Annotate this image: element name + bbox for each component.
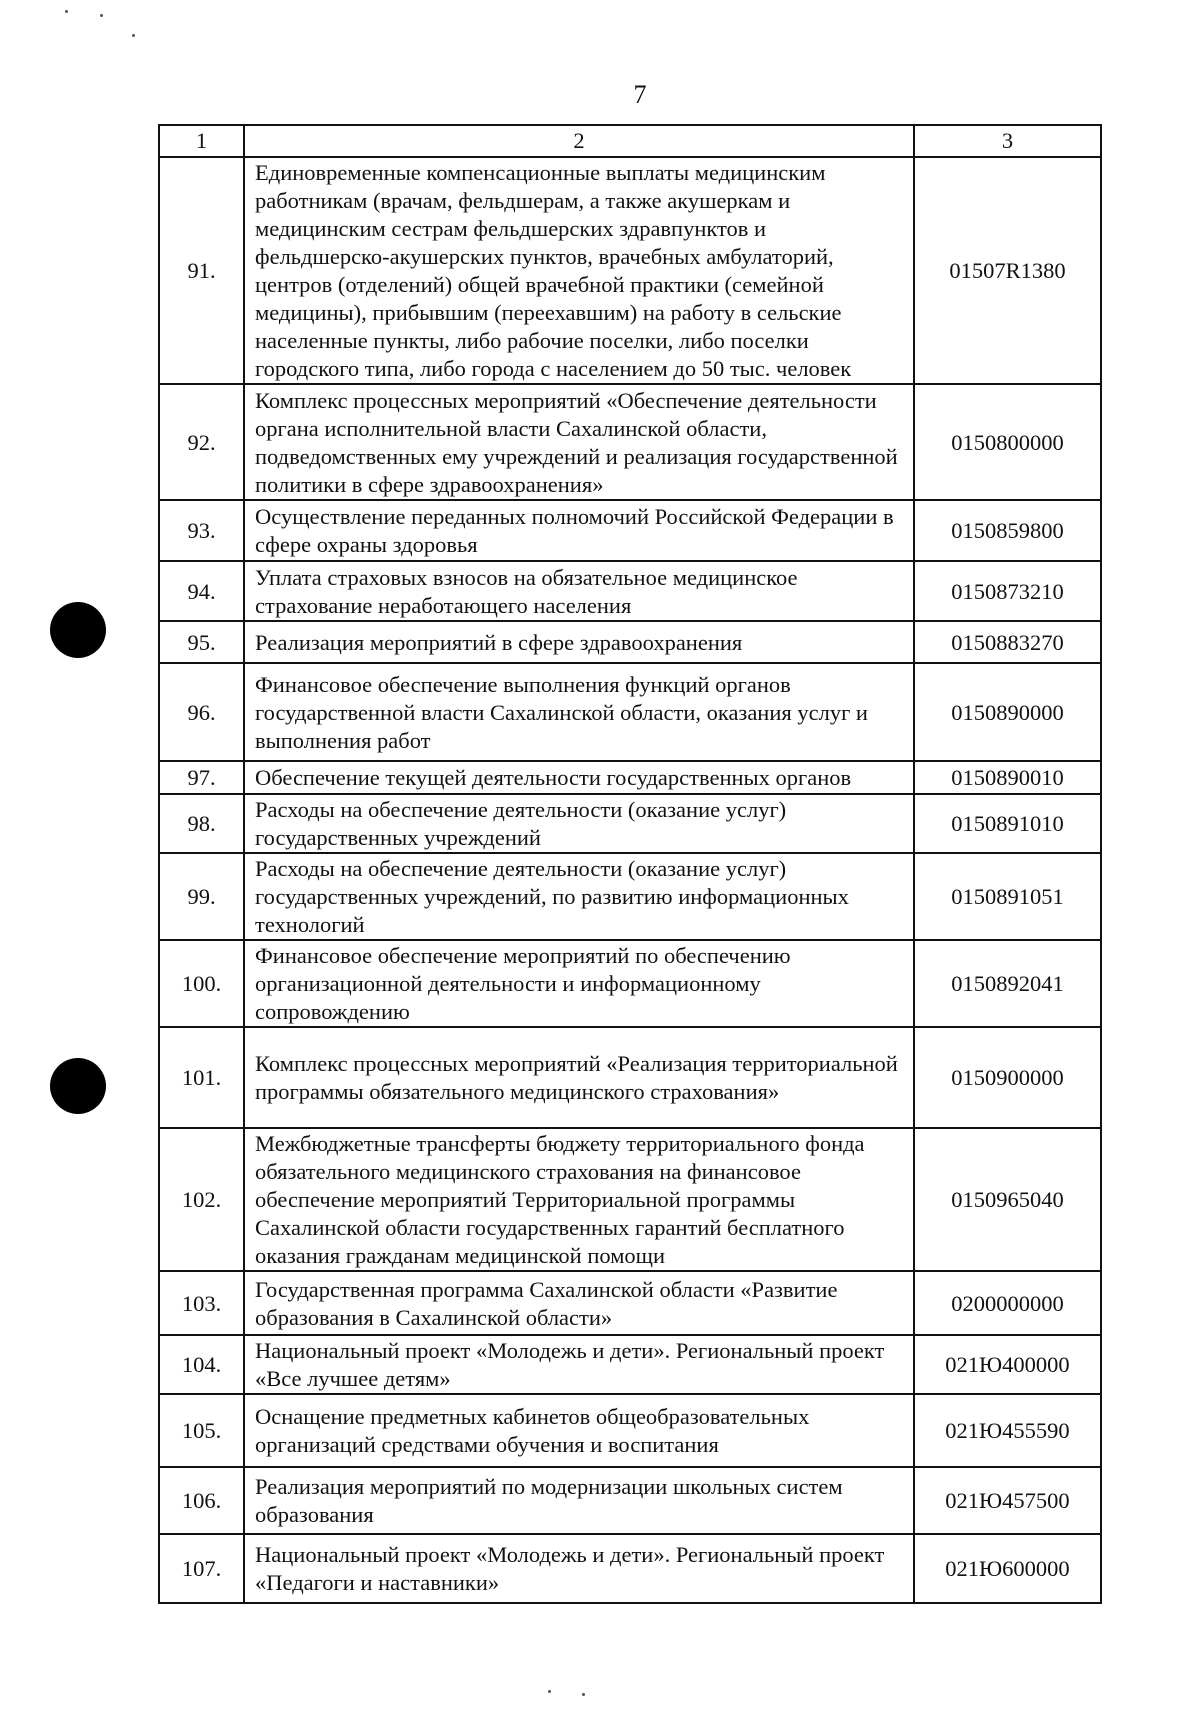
table-row bbox=[159, 940, 1101, 1027]
table-row bbox=[159, 384, 1101, 500]
table-row bbox=[159, 663, 1101, 761]
row-name: Государственная программа Сахалинской области «Развитие образования в Сахалинской области» bbox=[244, 1271, 914, 1335]
row-number: 98. bbox=[159, 794, 244, 853]
row-code: 0200000000 bbox=[914, 1271, 1101, 1335]
row-code: 01507R1380 bbox=[914, 157, 1101, 384]
row-number: 102. bbox=[159, 1128, 244, 1271]
table-row bbox=[159, 853, 1101, 940]
table-row bbox=[159, 157, 1101, 384]
row-number: 107. bbox=[159, 1534, 244, 1603]
row-number: 91. bbox=[159, 157, 244, 384]
column-header: 3 bbox=[914, 125, 1101, 157]
row-code: 0150891010 bbox=[914, 794, 1101, 853]
page-number: 7 bbox=[633, 80, 647, 109]
row-number: 104. bbox=[159, 1335, 244, 1394]
table-row bbox=[159, 794, 1101, 853]
scan-speck bbox=[548, 1690, 551, 1693]
table-row bbox=[159, 1271, 1101, 1335]
row-name: Оснащение предметных кабинетов общеобразовательных организаций средствами обучения и воспитания bbox=[244, 1394, 914, 1467]
scan-speck bbox=[65, 10, 68, 13]
table-header-row bbox=[159, 125, 1101, 157]
row-code: 0150892041 bbox=[914, 940, 1101, 1027]
row-name: Уплата страховых взносов на обязательное медицинское страхование неработающего населения bbox=[244, 561, 914, 621]
table-row bbox=[159, 1128, 1101, 1271]
row-code: 0150890000 bbox=[914, 663, 1101, 761]
column-header: 2 bbox=[244, 125, 914, 157]
row-number: 103. bbox=[159, 1271, 244, 1335]
row-name: Осуществление переданных полномочий Российской Федерации в сфере охраны здоровья bbox=[244, 500, 914, 561]
row-code: 0150900000 bbox=[914, 1027, 1101, 1128]
scan-speck bbox=[582, 1693, 585, 1696]
row-number: 99. bbox=[159, 853, 244, 940]
row-name: Межбюджетные трансферты бюджету территориального фонда обязательного медицинского страхования на финансовое обеспечение мероприятий Территориальной программы Сахалинской области государственных гарантий бесплатного оказания гражданам медицинской помощи bbox=[244, 1128, 914, 1271]
row-number: 94. bbox=[159, 561, 244, 621]
row-code: 0150891051 bbox=[914, 853, 1101, 940]
row-code: 021Ю400000 bbox=[914, 1335, 1101, 1394]
table-row bbox=[159, 1394, 1101, 1467]
table-row bbox=[159, 1534, 1101, 1603]
row-code: 0150873210 bbox=[914, 561, 1101, 621]
table-row bbox=[159, 761, 1101, 794]
row-name: Расходы на обеспечение деятельности (оказание услуг) государственных учреждений, по развитию информационных технологий bbox=[244, 853, 914, 940]
row-name: Национальный проект «Молодежь и дети». Региональный проект «Все лучшее детям» bbox=[244, 1335, 914, 1394]
row-code: 021Ю455590 bbox=[914, 1394, 1101, 1467]
scan-speck bbox=[100, 14, 103, 17]
row-code: 0150883270 bbox=[914, 621, 1101, 663]
row-code: 021Ю457500 bbox=[914, 1467, 1101, 1534]
row-name: Комплекс процессных мероприятий «Обеспечение деятельности органа исполнительной власти Сахалинской области, подведомственных ему учреждений и реализация государственной политики в сфере здравоохранения» bbox=[244, 384, 914, 500]
budget-classification-table bbox=[158, 124, 1102, 1604]
punch-hole-bottom bbox=[50, 1058, 106, 1114]
table-row bbox=[159, 500, 1101, 561]
row-name: Реализация мероприятий по модернизации школьных систем образования bbox=[244, 1467, 914, 1534]
row-name: Единовременные компенсационные выплаты медицинским работникам (врачам, фельдшерам, а также акушеркам и медицинским сестрам фельдшерских здравпунктов и фельдшерско-акушерских пунктов, врачебных амбулаторий, центров (отделений) общей врачебной практики (семейной медицины), прибывшим (переехавшим) на работу в сельские населенные пункты, либо рабочие поселки, либо поселки городского типа, либо города с населением до 50 тыс. человек bbox=[244, 157, 914, 384]
row-number: 93. bbox=[159, 500, 244, 561]
table-row bbox=[159, 561, 1101, 621]
row-number: 95. bbox=[159, 621, 244, 663]
row-name: Финансовое обеспечение выполнения функций органов государственной власти Сахалинской области, оказания услуг и выполнения работ bbox=[244, 663, 914, 761]
row-code: 021Ю600000 bbox=[914, 1534, 1101, 1603]
row-code: 0150859800 bbox=[914, 500, 1101, 561]
scan-speck bbox=[132, 34, 135, 37]
row-name: Обеспечение текущей деятельности государственных органов bbox=[244, 761, 914, 794]
row-code: 0150890010 bbox=[914, 761, 1101, 794]
row-name: Реализация мероприятий в сфере здравоохранения bbox=[244, 621, 914, 663]
column-header: 1 bbox=[159, 125, 244, 157]
row-number: 106. bbox=[159, 1467, 244, 1534]
row-number: 105. bbox=[159, 1394, 244, 1467]
row-number: 97. bbox=[159, 761, 244, 794]
table-row bbox=[159, 1335, 1101, 1394]
punch-hole-top bbox=[50, 602, 106, 658]
table-row bbox=[159, 621, 1101, 663]
row-number: 101. bbox=[159, 1027, 244, 1128]
row-name: Финансовое обеспечение мероприятий по обеспечению организационной деятельности и информационному сопровождению bbox=[244, 940, 914, 1027]
row-code: 0150965040 bbox=[914, 1128, 1101, 1271]
row-name: Комплекс процессных мероприятий «Реализация территориальной программы обязательного медицинского страхования» bbox=[244, 1027, 914, 1128]
row-number: 96. bbox=[159, 663, 244, 761]
row-code: 0150800000 bbox=[914, 384, 1101, 500]
row-number: 92. bbox=[159, 384, 244, 500]
row-name: Национальный проект «Молодежь и дети». Региональный проект «Педагоги и наставники» bbox=[244, 1534, 914, 1603]
table-row bbox=[159, 1027, 1101, 1128]
row-number: 100. bbox=[159, 940, 244, 1027]
table-row bbox=[159, 1467, 1101, 1534]
row-name: Расходы на обеспечение деятельности (оказание услуг) государственных учреждений bbox=[244, 794, 914, 853]
